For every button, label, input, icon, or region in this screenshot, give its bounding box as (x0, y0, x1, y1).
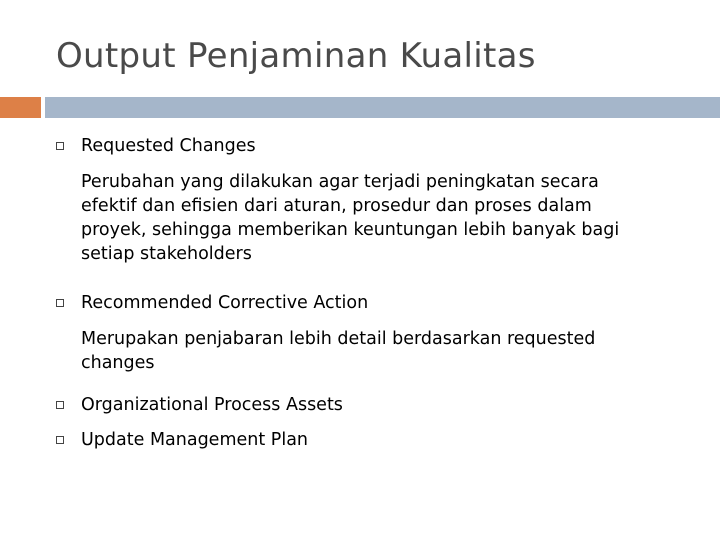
list-item-description (81, 327, 681, 375)
description-line: Perubahan yang dilakukan agar terjadi peningkatan secara (81, 172, 599, 192)
list-item-label: Requested Changes (81, 136, 256, 156)
list-item-description (81, 170, 681, 266)
square-bullet-icon (56, 299, 64, 307)
description-line: efektif dan efisien dari aturan, prosedur dan proses dalam (81, 196, 592, 216)
description-line: proyek, sehingga memberikan keuntungan lebih banyak bagi (81, 220, 620, 240)
slide-title: Output Penjaminan Kualitas (56, 36, 536, 76)
description-line: changes (81, 353, 155, 373)
square-bullet-icon (56, 436, 64, 444)
square-bullet-icon (56, 401, 64, 409)
square-bullet-icon (56, 142, 64, 150)
description-line: Merupakan penjabaran lebih detail berdasarkan requested (81, 329, 596, 349)
description-line: setiap stakeholders (81, 244, 252, 264)
list-item-label: Recommended Corrective Action (81, 293, 369, 313)
list-item-label: Update Management Plan (81, 430, 309, 450)
list-item-label: Organizational Process Assets (81, 395, 343, 415)
